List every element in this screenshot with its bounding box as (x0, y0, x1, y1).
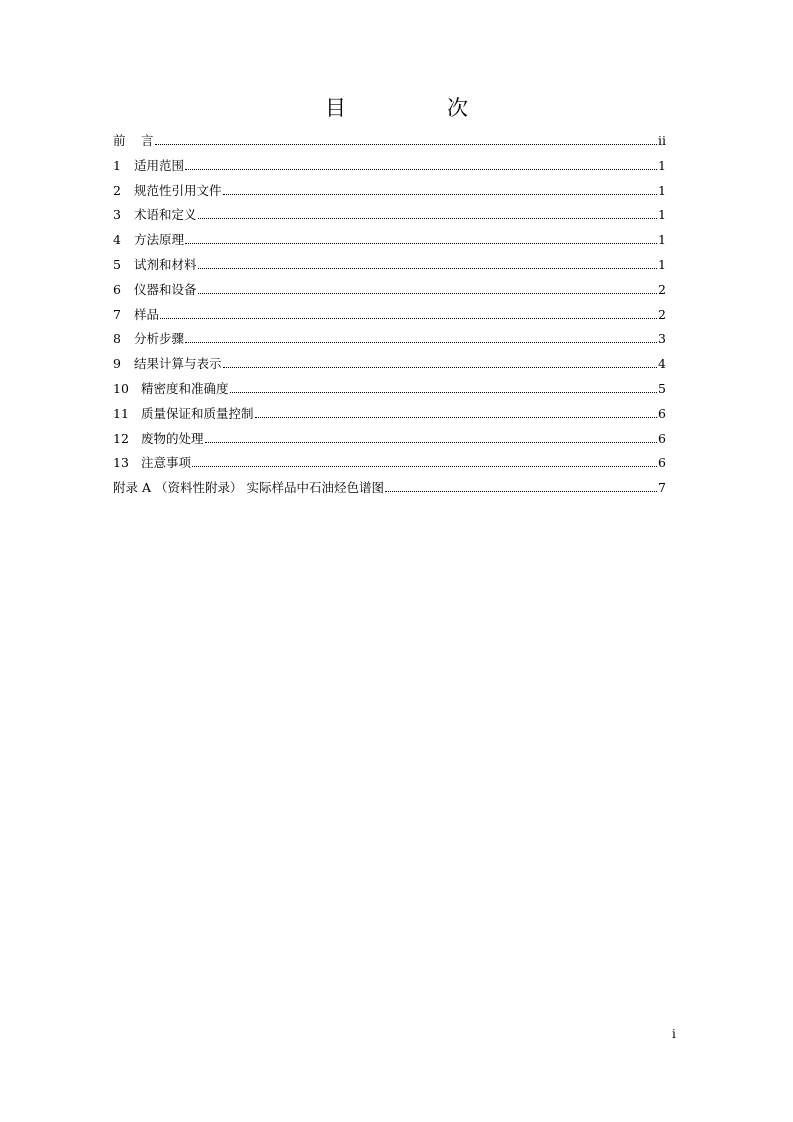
toc-entry-label: 质量保证和质量控制 (141, 405, 254, 421)
toc-dot-leader (185, 331, 657, 343)
toc-entry-2[interactable] (113, 179, 666, 204)
toc-entry-page: 2 (658, 306, 666, 322)
toc-entry-page: 1 (658, 207, 666, 223)
toc-entry-number: 3 (113, 207, 121, 223)
toc-entry-page: 7 (658, 480, 666, 496)
toc-dot-leader (205, 431, 658, 443)
toc-entry-page: 6 (658, 405, 666, 421)
toc-dot-leader (223, 356, 658, 368)
toc-entry-11[interactable] (113, 402, 666, 427)
toc-entry-page: 1 (658, 232, 666, 248)
toc-dot-leader (198, 257, 658, 269)
toc-entry-label: 试剂和材料 (134, 256, 197, 272)
toc-entry-label: 规范性引用文件 (134, 182, 222, 198)
toc-entry-label: 言 (141, 133, 154, 148)
toc-entry-number: 13 (113, 455, 129, 471)
toc-entry-label: 结果计算与表示 (134, 356, 222, 372)
toc-dot-leader (192, 455, 657, 467)
toc-entry-label: 废物的处理 (141, 430, 204, 446)
toc-entry-number: 4 (113, 232, 121, 248)
toc-entry-label: 注意事项 (141, 455, 192, 471)
page-title: 目 次 (325, 96, 508, 120)
toc-entry-label: 术语和定义 (134, 207, 197, 223)
toc-entry-number: 5 (113, 256, 121, 272)
toc-entry-number: 1 (113, 157, 121, 173)
toc-dot-leader (255, 406, 658, 418)
toc-entry-4[interactable] (113, 228, 666, 253)
toc-entry-number: 前 (113, 133, 126, 148)
toc-entry-13[interactable] (113, 451, 666, 476)
toc-entry-label: 样品 (134, 306, 160, 322)
toc-entry-number: 6 (113, 281, 121, 297)
toc-entry-12[interactable] (113, 427, 666, 452)
toc-entry-label: 附录 A （资料性附录） 实际样品中石油烃色谱图 (113, 480, 384, 496)
table-of-contents (113, 129, 666, 501)
toc-entry-page: ii (658, 133, 666, 148)
toc-entry-5[interactable] (113, 253, 666, 278)
toc-entry-8[interactable] (113, 327, 666, 352)
toc-entry-foreword[interactable] (113, 129, 666, 154)
toc-entry-number: 8 (113, 331, 121, 347)
toc-entry-label: 分析步骤 (134, 331, 185, 347)
toc-dot-leader (155, 133, 657, 145)
toc-dot-leader (198, 282, 658, 294)
toc-entry-appendix-a[interactable] (113, 476, 666, 501)
toc-entry-3[interactable] (113, 203, 666, 228)
toc-dot-leader (185, 158, 657, 170)
toc-entry-9[interactable] (113, 352, 666, 377)
toc-entry-page: 3 (658, 331, 666, 347)
toc-entry-number: 9 (113, 356, 121, 372)
toc-dot-leader (230, 381, 658, 393)
toc-entry-page: 1 (658, 157, 666, 173)
toc-entry-page: 4 (658, 356, 666, 372)
toc-entry-page: 1 (658, 256, 666, 272)
toc-entry-number: 11 (113, 405, 129, 421)
toc-entry-label: 方法原理 (134, 232, 185, 248)
toc-entry-6[interactable] (113, 278, 666, 303)
toc-entry-page: 2 (658, 281, 666, 297)
footer-page-number: i (672, 1027, 676, 1041)
toc-entry-page: 1 (658, 182, 666, 198)
toc-entry-number: 7 (113, 306, 121, 322)
toc-dot-leader (223, 183, 658, 195)
toc-entry-label: 精密度和准确度 (141, 380, 229, 396)
toc-dot-leader (185, 232, 657, 244)
toc-entry-page: 6 (658, 430, 666, 446)
toc-entry-label: 仪器和设备 (134, 281, 197, 297)
toc-entry-1[interactable] (113, 154, 666, 179)
toc-entry-page: 6 (658, 455, 666, 471)
toc-dot-leader (385, 480, 657, 492)
toc-entry-number: 12 (113, 430, 129, 446)
toc-entry-number: 2 (113, 182, 121, 198)
toc-dot-leader (160, 307, 657, 319)
toc-entry-10[interactable] (113, 377, 666, 402)
toc-entry-label: 适用范围 (134, 157, 185, 173)
toc-entry-number: 10 (113, 380, 129, 396)
toc-entry-page: 5 (658, 380, 666, 396)
toc-dot-leader (198, 207, 658, 219)
toc-entry-7[interactable] (113, 303, 666, 328)
